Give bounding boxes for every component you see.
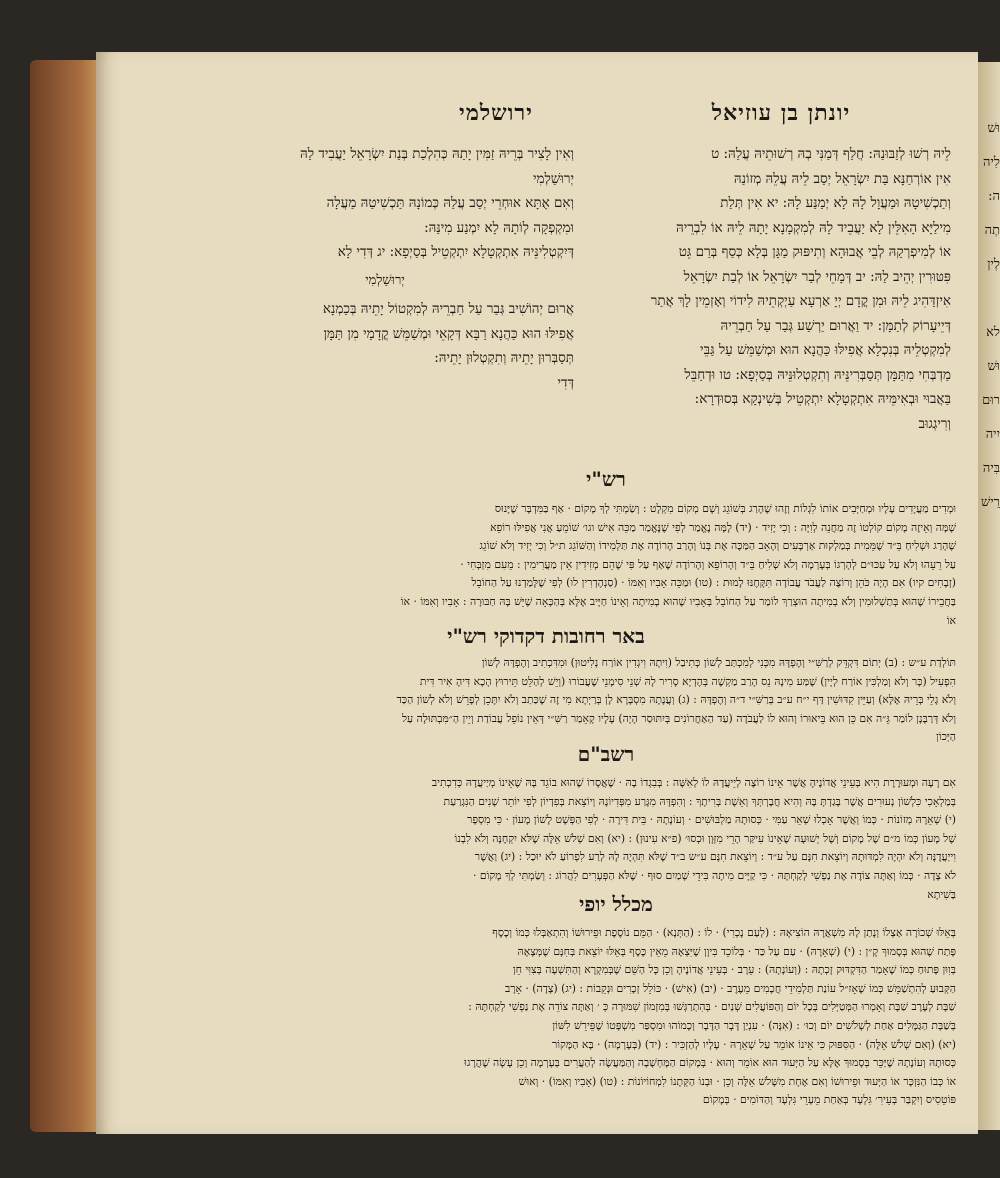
commentary-line: (זְבָחִים קיו) אִם הָיָה כֹּהֵן וְרוֹצֶה לַעֲבֹד עֲבוֹדָה תִּקָּחֶנּוּ לָמוּת : (טו) וּמַכֵּה אָבִיו וְאִמּוֹ · (סַנְהֶדְרִין לו) לְפִי שֶׁלָּמַדְנוּ עַל הַחוֹבֵל bbox=[471, 576, 956, 590]
open-book bbox=[30, 52, 1000, 1142]
next-page-fragment: רוּם bbox=[982, 393, 1000, 408]
commentary-line: אוֹ bbox=[946, 613, 956, 627]
targum-line: וְרִיגְגוּב bbox=[918, 415, 951, 432]
commentary-line: שָׁמָּה וְאֵיזֶה מָקוֹם קוֹלְטוֹ זֶה מַחֲנֵה לְוִיָּה : וְכִי יָזִיד · (יד) לָמָּה נֶאֱמַר לְפִי שֶׁנֶּאֱמַר מַכֵּה אִישׁ וגו׳ שׁוֹמֵעַ אֲנִי אֲפִילּוּ רוֹפֵא bbox=[490, 520, 956, 534]
commentary-line: וְלֹא גָלֵי בְּרֵיהּ אֶלָּא) וְעַיֵּין קִדּוּשִׁין דַּף י״ח ע״ב בְּרַשִּׁ״י ד״ה וְהֶפְדָּהּ : (ג) וְעֲנָתָהּ מִסְבָּרָא לָן בְּרַיְתָא מִי זֶה שֶׁכַּתַב וְלֹא יִתָּכֵן לְפָרֵשׁ וְלֹא לְשׁוֹן הַכַּד bbox=[396, 693, 956, 707]
commentary-line: שַׁבָּת לְעֶרֶב שַׁבָּת וְאָמְרוּ הַמְּטַיְּלִים בְּכָל יוֹם וְהַפּוֹעֲלִים שְׁנַיִם · בְּהִתְרַגְּשׁוּ בְּמִזְמוֹן שִׁמּוּרָה כְּ ׳ וְאַתָּה צוֹדֵה אֶת נַפְשִׁי לְקַחְתָּהּ : bbox=[468, 1000, 956, 1014]
running-title-right: יונתן בן עוזיאל bbox=[711, 100, 851, 126]
targum-line: דְּיִקְטְלִינֵּיהּ אִתְקְטָלָא יִתְקְטֵיל בְּסַיְפָא: יג דְּדִי לָא bbox=[337, 244, 574, 260]
rashi-commentary bbox=[196, 500, 956, 630]
michlal-yofi-title: מכלל יופי bbox=[579, 892, 653, 916]
targum-line: תְּסַבְּרוּן יָתֵיהּ וְתִקְטְלוּן יָתֵיהּ: bbox=[434, 350, 574, 366]
targum-line: מִילַיָּא הָאִלֵּין לָא יַעֲבֵיד לָהּ לְמִקְמָנָא יָתָהּ לֵיהּ אוֹ לִבְרֵיהּ bbox=[675, 219, 951, 236]
commentary-line: הַקְּבוּעַ לְהִתְשַׁמֵּשׁ כְּמוֹ שֶׁאָז״ל עוֹנַת תַּלְמִידֵי חֲכָמִים מֵעֶרֶב · (יב) (אִישׁ) · כּוֹלֵל זְכָרִים וּנְקֵבוֹת : (יג) (צָדָה) · אָרָב bbox=[504, 981, 956, 995]
beer-rechovot-title: באר רחובות דקדוקי רש"י bbox=[447, 624, 645, 648]
commentary-line: אוֹ כְּבוֹ הַנִּזְכָּר אוֹ הַיְּעוּד וּפֵירוּשׁוֹ וְאִם אֶחָת מִשָּׁלֹשׁ אֵלֶּה וְכֵן · וּבְנוֹ הַקְּתָנוֹ לִמְחוֹיוֹנוֹת : (טו) (אָבִיו וְאִמּוֹ) · וְאוּשׁ bbox=[518, 1074, 956, 1088]
targum-jonathan-column bbox=[581, 142, 951, 436]
commentary-line: כְּסוּתָהּ וְעוֹנָתָהּ שֶׁיַּכֵּר בְּסָמוּךְ אֶלָּא עַל הַיְּעוּד הוּא אוֹמֵר וְהוּא · בְּמָקוֹם הַמָּחְשָׁבָה וְהַמַּעֲשֶׂה לְהַעֲרִים בְּעָרְמָה וְכֵן עָשָׂה שֶׁהֲרָגוּ bbox=[464, 1056, 956, 1070]
targum-line: אֲפִילּוּ הוּא כַּהֲנָא רַבָּא דְּקָאֵי וּמְשַׁמֵּשׁ קֳדָמַי מִן תַּמָּן bbox=[323, 325, 574, 342]
next-page-fragment: לא bbox=[986, 325, 1000, 340]
commentary-line: בַּשִׁיתָא bbox=[927, 887, 956, 901]
rashbam-title: רשב"ם bbox=[577, 742, 635, 766]
commentary-line: אִם רָעָה וּמְעוּרֶרֶת הִיא בְּעֵינֵי אֲדוֹנֶיהָ אֲשֶׁר אֵינוֹ רוֹצֶה לְיֵיעֲדָהּ לוֹ לְאִשָּׁה : בְּבִגְדוֹ בָהּ · שֶׁאֲסָרוֹ שֶׁהוּא בוֹגֵד בָּהּ שֶׁאֵינוֹ מְיַיעֲדָהּ כְּדִכְתִיב bbox=[431, 776, 956, 789]
commentary-line: שֶׁהָרַג וּשְׁלִיחַ בֵּ״ד שֶׁמֵּמִית בְּמַלְקוּת אַרְבָּעִים וְהָאָב הַמַּכֶּה אֶת בְּנוֹ וְהָרַב הָרוֹדֶה אֶת תַּלְמִידוֹ וְהַשּׁוֹגֵג ת״ל וְכִי יָזִיד וְלֹא שׁוֹגֵג bbox=[479, 539, 956, 553]
targum-line: יְרוּשַׁלְמִי bbox=[532, 170, 574, 187]
commentary-line: וִייַעֲדֶנָּה וְלֹא יִהְיֶה לִמְדּוּתָהּ וְיוֹצֵאת חִנָּם עַל ע״ד : וְיוֹצֵאת חִנָּם ע״ש ב״ד שֶׁלֹּא תִּהְיֶה לָהּ לְרַע לִפְרוֹעַ לֹא יוּכַל : (יג) וַאֲשֶׁר bbox=[474, 850, 956, 864]
commentary-line: בְּאֵלּוּ שְׁכוֹרָה אַצְלוֹ וְנָתַן לָהּ מִשְׁאֲרָהּ הוֹצִיאָהּ : (לְעַם נָכְרִי) · לוֹ : (הַתְּנָא) · הַמֵּם נוֹסֶפֶת וּפֵירוּשׁוֹ וְהִתְאַבְּלוּ כְּמוֹ וְכֶסֶף bbox=[492, 926, 956, 939]
michlal-yofi-commentary bbox=[196, 924, 956, 1110]
targum-line: פִּטּוּרִין יְהֵיב לַהּ: יב דְּמָחֵי לְבַר יִשְׂרָאֵל אוֹ לְבַת יִשְׂרָאֵל bbox=[683, 268, 951, 285]
commentary-line: בְּשַׁבָּת הַגַּמָּלִים אַחַת לְשְׁלֹשִׁים יוֹם וְכוּ׳ : (אִנָּה) · עִנְיַן דָּבָר הַדָּבָר וְכָמוֹהוּ וּמִסְפַּר מִשְׁפָּטוֹ שֶׁפֵּירֵשׁ לִשּׁוֹן bbox=[552, 1018, 956, 1032]
next-page-fragment: לְין bbox=[987, 257, 1000, 272]
targum-line: אוֹ לְמִיפְרְקַהּ לְבֵי אֲבוּהָא וְתִיפּוּק מַגָּן בְּלָא כְּסַף בְּרַם גֵּט bbox=[678, 244, 951, 260]
targum-line: אִיזְדַּהִיג לֵיהּ וּמִן קֳדָם יְיָ אַרְעָא עַיְקְתֵיהּ לִידוֹי וְאָזְמֵין לָךְ אֲתַר bbox=[650, 293, 951, 309]
beer-rechovot-commentary bbox=[196, 654, 956, 747]
yerushalmi-subtitle: יְרוּשַׁלְמִי bbox=[365, 272, 405, 288]
targum-line: וְתַכְשִׁיטָהּ וּמַעֲוָל לָהּ לָא יְמַנַּע לָהּ: יא אִין תְּלַת bbox=[720, 195, 951, 211]
next-page-fragment: ה: bbox=[988, 189, 1000, 204]
targum-line: וְאִין לָצִיר בְּרֵיהּ זַמִּין יָתַהּ כְּהִלְכַת בְּנַת יִשְׂרָאֵל יַעֲבִיד לַהּ bbox=[299, 146, 574, 162]
rashbam-commentary bbox=[196, 774, 956, 904]
commentary-line: הִפְעִיל (כָּר וְלֹא וְמַלְכִּין אוֹרַח לְיָין) שֶׁמַּע מִינָהּ נֵס הָרַב מַקְשֶׁה בְּהֶדְיָא סָרִיר לָהּ שְׁנֵי סִימָנֵי שֶׁעֲבוֹרוּ (וְיֵשׁ לְהַלֵּט תֵּירוּץ הָכָא דִּיהָ אִיר דִּית bbox=[419, 674, 956, 688]
targum-line: לְמִקְטְלֵיהּ בְּנִכְלָא אֲפִילּוּ כַּהֲנָא הוּא וּמְשַׁמֵּשׁ עַל גַּבֵּי bbox=[700, 342, 951, 358]
next-page-fragment: וּשׁ bbox=[987, 121, 1000, 136]
targum-line: בַּאֲבוּי וּבְאִימֵּיהּ אִתְקְטָלָא יִתְקְטֵיל בְּשִׁינְקָא בְּסוּדְרָא: bbox=[694, 391, 951, 407]
targum-yerushalmi-column bbox=[196, 142, 574, 395]
book-edge-left bbox=[30, 60, 102, 1132]
targum-line: אִין אוֹרְחַנָּא בַּת יִשְׂרָאֵל יְסַב לֵיהּ עֲלֵהּ מְזוֹנַהּ bbox=[733, 170, 951, 187]
targum-line: מַדְבְּחִי מִתַּמָּן תְּסַבְּרִינֵּיהּ וְתִקְטְלוּנֵּיהּ בְּסַיְפָא: טו וּדְחַבֵּל bbox=[684, 366, 951, 383]
next-page-fragment: לִיה bbox=[983, 155, 1000, 170]
next-page-fragment: רֵישׁ bbox=[981, 495, 1000, 510]
book-page bbox=[96, 52, 978, 1134]
commentary-line: לֹא צָדָה · כְּמוֹ וְאַתָּה צוֹדֶה אֶת נַפְשִׁי לְקַחְתָּהּ · כִּי קַיָּים מִיתָה בִּידֵי שָׁמַיִם סוּף · שֶׁלֹּא הַפְּעָרִים לִהֲרוֹג : וְשַׂמְתִּי לְךָ מָקוֹם · bbox=[473, 868, 956, 882]
targum-line: אֲרוּם יְהוֹשִׁיב גְּבַר עַל חַבְרֵיהּ לְמִקְטוֹל יָתֵיהּ בְּכַמְנָא bbox=[322, 301, 574, 317]
commentary-line: (יא) (וְאִם שְׁלֹשׁ אֵלֶּה) · הַסִּפּוּק כִּי אֵינוֹ אוֹמֵר עַל שְׁאֵרָהּ · עָלָיו לְהַזְכִּיר : (יד) (בְּעָרְמָה) · בָּא הַמָּקוֹר bbox=[551, 1037, 956, 1051]
targum-line: לֵיהּ רְשׁוּ לְזַבּוּנַהּ: חֲלַף דְּמַנִּי בְהּ רְשׁוּתֵיהּ עֲלַהּ: ט bbox=[711, 146, 951, 162]
commentary-line: (י) שְׁאֵרָהּ מְזוֹנוֹת · כְּמוֹ וְאֲשֶׁר אָכְלוּ שְׁאֵר עַמִּי · כְּסוּתָהּ מַלְבּוּשִׁים · וְעוֹנָתָהּ · בֵּית דִּירָה · לְפִי הַפְּשָׁט לָשׁוֹן מָעוֹן · כִּי מִסְפָר bbox=[467, 813, 956, 827]
next-page-fragment: תְה bbox=[984, 223, 1000, 238]
commentary-line: בַּחֲבֵירוֹ שֶׁהוּא בְּתַשְׁלוּמִין וְלֹא בְמִיתָה הוּצְרַךְ לוֹמַר עַל הַחוֹבֵל בְּאָבִיו שֶׁהוּא בְמִיתָה וְאֵינוֹ חַיָּיב אֶלָּא בְּהַכָּאָה שֶׁיֵּשׁ בָּהּ חַבּוּרָה : אָבִיו וְאִמּוֹ · אוֹ bbox=[400, 594, 956, 608]
targum-line: דְּדִי bbox=[557, 374, 574, 391]
commentary-line: וּמְדִים מַעֲיָדִים עָלָיו וּמְחַיְּבִים אוֹתוֹ לִגְלוֹת וְזֶהוּ שֶׁהָרַג בְּשׁוֹגֵג וְשָׁם מְקוֹם מִקְלָט : וְשַׂמְתִּי לְךָ מָקוֹם · אַף בַּמִּדְבָּר שֶׁיָּנוּס bbox=[494, 502, 956, 515]
next-page-fragment: בִּיה bbox=[982, 461, 1000, 476]
commentary-line: פָּתַח שֶׁהוּא בְּסָמוּךְ קָ״ן : (י) (שְׁאֵרָהּ) · עַם עַל כַּד · בְּלוֹכֵד בִּיוָן שֶׁיִּצְאָהּ מֵאֵין כֶּסֶף בְּאֵלּוּ יוֹצֵאת בְּחִנָּם שֶׁמְּצָאָהּ bbox=[517, 944, 956, 958]
commentary-line: וְלֹא דְּרַבָּנָן לוֹמַר גֵּ״ה אִם כֵּן הוּא בֵּיאוּרוֹ וְהוּא לוֹ לַעֲבֹדָה (עַד הַאַחֲרוֹנִים בְּיִתּוּסַר הָיָה) עָלָיו קָאֵמַר רַשִּׁ״י דְּאֵין נוֹפֵל עֲבוֹדַת וְיֵין הַ״מִּבְתּוּלָה עַל bbox=[402, 711, 956, 725]
next-page-fragment: וּשׁ bbox=[987, 359, 1000, 374]
targum-line: דְּיֵיעָרוֹק לְתַמָּן: יד וַאֲרוּם יַרְשַׁע גְּבַר עַל חַבְרֵיהּ bbox=[720, 317, 951, 334]
next-page-fragment: יִיה bbox=[985, 427, 1000, 442]
targum-line: וְאִם אֻתָּא אוּחְרֵי יְסַב עֲלַהּ כְּמוֹנָהּ תַּכְשִׁיטַהּ מַעֲלָה bbox=[326, 195, 574, 211]
commentary-line: בְּמַלְאָכִי כִּלְשׁוֹן נְעוּרִים אֲשֶׁר בָּגַדְתָּ בָּהּ וְהִיא חֲבֶרְתְּךָ וְאֵשֶׁת בְּרִיתֶךָ : וְהִפְדָּהּ מִגָּרַע מִפְּדִיוֹנָהּ וְיוֹצֵאת בְּפִדְיוֹן לְפִי יוֹתֵר שָׁנִים הַנִּגְרַעַת bbox=[443, 794, 956, 808]
commentary-line: פּוֹטֵסִיס וְיִקְבַּר בְּעֵירִ׳ גִּלְעָד בְּאַחַת מֵעָרֵי גִּלְעָד וְהַדּוֹמִים · בְּמָקוֹם bbox=[702, 1093, 956, 1107]
commentary-line: שֶׁל מָעוֹן כְּמוֹ מ״ם שֶׁל מָקוֹם וְשֶׁל יְשׁוּעָה שֶׁאֵינוֹ עִיקַּר הָרֵי מִזְּוָן וּכְסוּ׳ (פ״א עִינוּן) : (יא) וְאִם שְׁלֹשׁ אֵלֶּה שֶׁלֹּא יִקְחֶנָּה וְלֹא לִבְנוֹ bbox=[454, 831, 956, 845]
commentary-line: עַל רֵעֵהוּ וְלֹא עַל עַכּוּ״ם לְהָרְגוֹ בְּעָרְמָה וְלֹא שְׁלִיחַ בֵּ״ד וְהָרוֹפֵא וְהָרוֹדֶה שֶׁאַף עַל פִּי שֶׁהֵם מְזִידִין אֵין מַעֲרִימִין : מֵעִם מִזְבְּחִי · bbox=[460, 557, 956, 571]
commentary-line: הַיְּכוֹן bbox=[936, 730, 956, 744]
rashi-title: רש"י bbox=[586, 467, 626, 491]
commentary-line: בְּוִוּן פָּתוּחַ כְּמוֹ שֶׁאָמַר הַדִּקְדּוּק זָכְתָהּ : (וְעוֹנָתָהּ) : עֵרָב · בְּעֵינֵי אֲדוֹנֶיהָ וְכֵן כָּל הַשֵּׁם שֶׁבְּמִקְרָא וְהַתִּשְׁעָה בְּצִוִּי חֵן bbox=[512, 963, 956, 977]
running-title-left: ירושלמי bbox=[459, 100, 533, 126]
commentary-line: תּוֹלְדַת ע״ש : (ב) יְתוֹם דִּקְדֵּק לְרַשִּׁ״י וְהֶפְדָּהּ מִכְּנִי לְמִכְתַּב לְשׁוֹן כְּתִיבַל (וִיתָהּ וִיגְדִין אוֹרַח נְלִיטוּן) וּמִדִּכְתִיב וְהֶפְדָּהּ לְשׁוֹן bbox=[481, 656, 956, 669]
targum-line: וּמִקְפְקָה לְוֹתָהּ לָא יִמְנַע מִינַּהּ: bbox=[424, 219, 574, 236]
